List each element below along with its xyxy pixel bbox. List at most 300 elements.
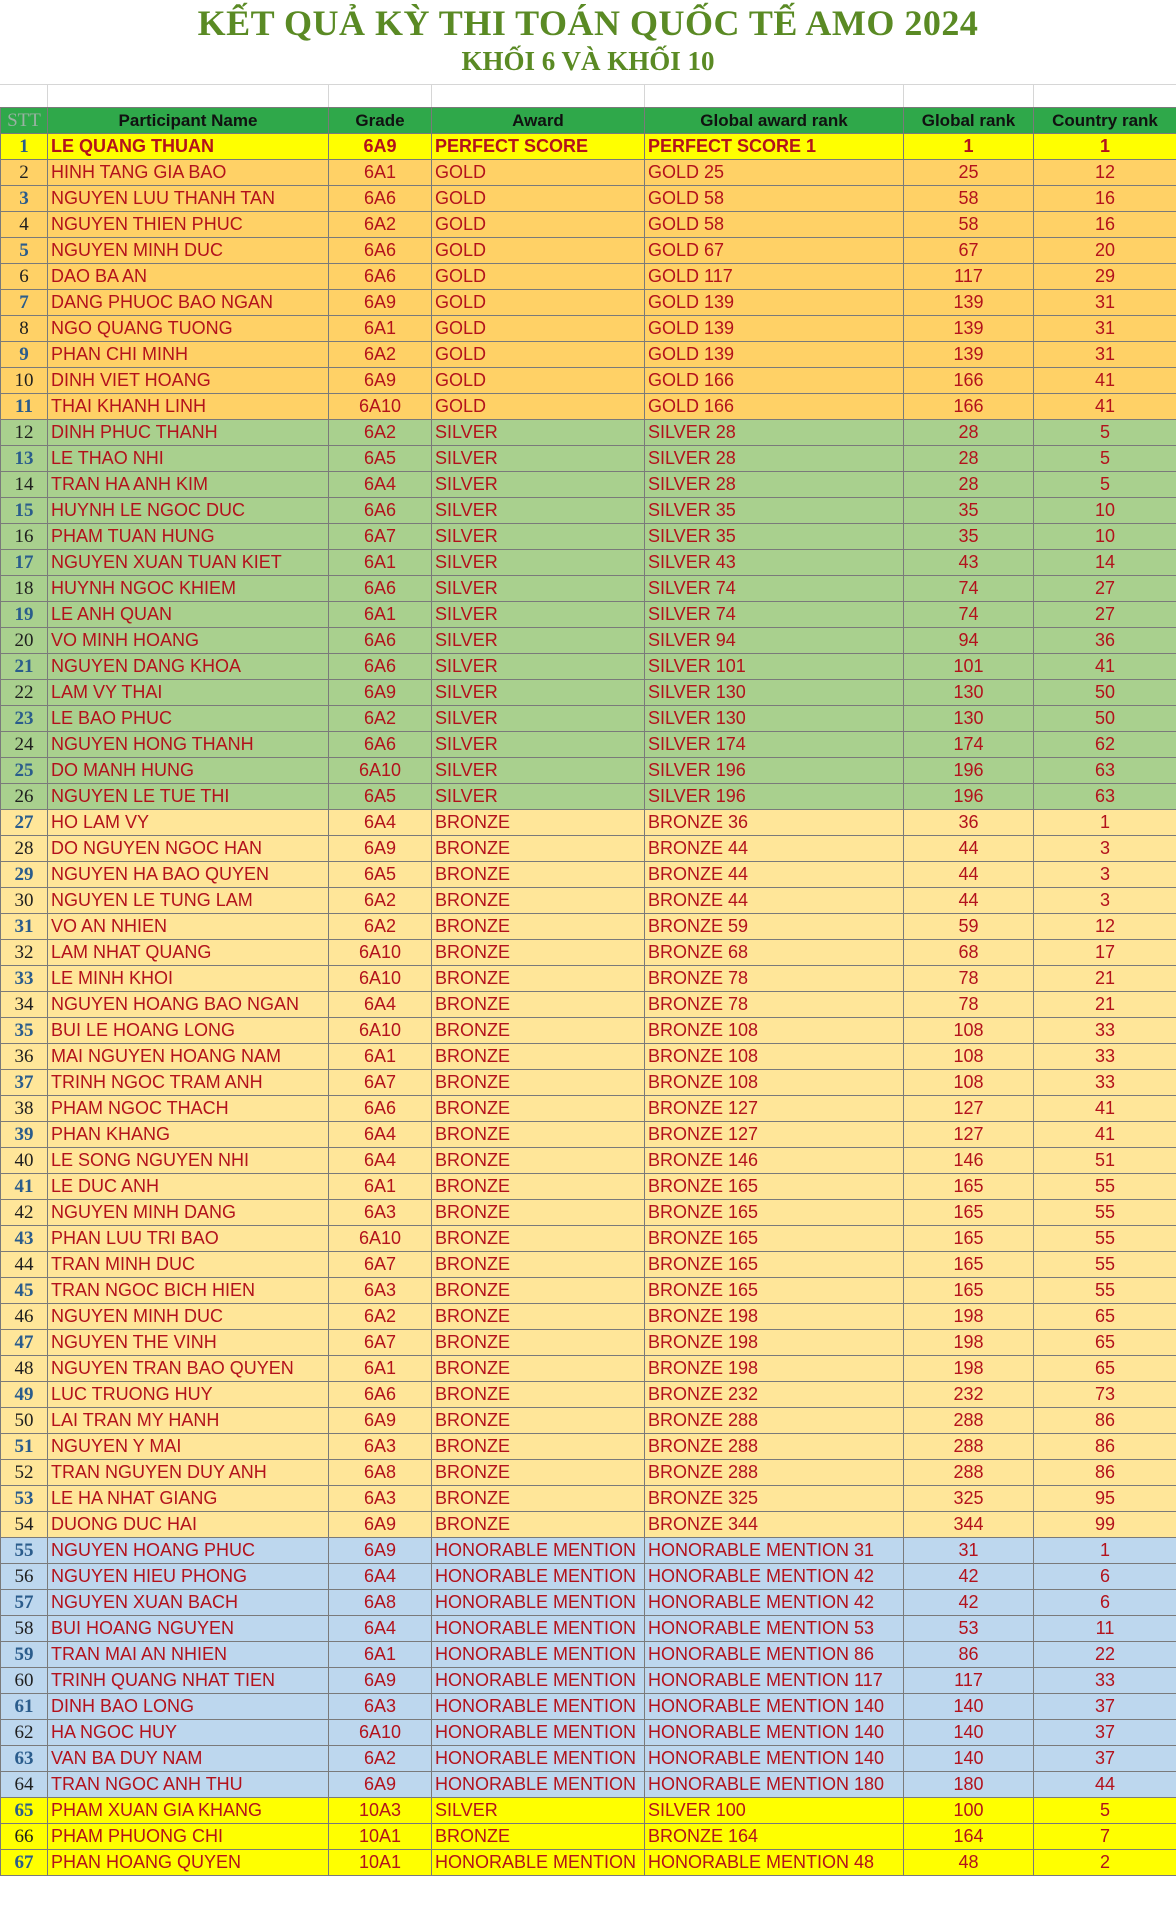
country-rank-cell: 65 bbox=[1034, 1304, 1176, 1330]
country-rank-cell: 73 bbox=[1034, 1382, 1176, 1408]
award-cell: GOLD bbox=[432, 290, 645, 316]
stt-cell: 8 bbox=[1, 316, 48, 342]
global-award-rank-cell: BRONZE 288 bbox=[645, 1434, 904, 1460]
global-rank-cell: 42 bbox=[904, 1590, 1034, 1616]
participant-name-cell: PHAM PHUONG CHI bbox=[48, 1824, 329, 1850]
award-cell: BRONZE bbox=[432, 1200, 645, 1226]
country-rank-cell: 16 bbox=[1034, 212, 1176, 238]
grade-cell: 6A4 bbox=[329, 992, 432, 1018]
award-cell: BRONZE bbox=[432, 1330, 645, 1356]
participant-name-cell: LE BAO PHUC bbox=[48, 706, 329, 732]
country-rank-cell: 62 bbox=[1034, 732, 1176, 758]
global-rank-cell: 140 bbox=[904, 1720, 1034, 1746]
global-rank-cell: 198 bbox=[904, 1304, 1034, 1330]
global-award-rank-cell: BRONZE 165 bbox=[645, 1226, 904, 1252]
table-row bbox=[1, 550, 1176, 576]
global-rank-cell: 288 bbox=[904, 1460, 1034, 1486]
participant-name-cell: PHAM TUAN HUNG bbox=[48, 524, 329, 550]
global-award-rank-cell: HONORABLE MENTION 53 bbox=[645, 1616, 904, 1642]
global-rank-cell: 166 bbox=[904, 394, 1034, 420]
table-row bbox=[1, 472, 1176, 498]
grade-cell: 6A3 bbox=[329, 1434, 432, 1460]
award-cell: GOLD bbox=[432, 368, 645, 394]
grade-cell: 6A1 bbox=[329, 1174, 432, 1200]
participant-name-cell: LE DUC ANH bbox=[48, 1174, 329, 1200]
global-rank-cell: 59 bbox=[904, 914, 1034, 940]
country-rank-cell: 5 bbox=[1034, 1798, 1176, 1824]
table-row bbox=[1, 1356, 1176, 1382]
country-rank-cell: 3 bbox=[1034, 888, 1176, 914]
stt-cell: 12 bbox=[1, 420, 48, 446]
global-rank-cell: 42 bbox=[904, 1564, 1034, 1590]
award-cell: SILVER bbox=[432, 732, 645, 758]
global-award-rank-cell: BRONZE 198 bbox=[645, 1330, 904, 1356]
award-cell: BRONZE bbox=[432, 914, 645, 940]
table-row bbox=[1, 160, 1176, 186]
grade-cell: 6A3 bbox=[329, 1200, 432, 1226]
country-rank-cell: 6 bbox=[1034, 1564, 1176, 1590]
stt-cell: 20 bbox=[1, 628, 48, 654]
table-row bbox=[1, 1798, 1176, 1824]
table-row bbox=[1, 238, 1176, 264]
global-rank-cell: 58 bbox=[904, 186, 1034, 212]
table-row bbox=[1, 992, 1176, 1018]
country-rank-cell: 33 bbox=[1034, 1044, 1176, 1070]
stt-cell: 27 bbox=[1, 810, 48, 836]
stt-cell: 35 bbox=[1, 1018, 48, 1044]
stt-cell: 29 bbox=[1, 862, 48, 888]
global-rank-cell: 35 bbox=[904, 524, 1034, 550]
table-row bbox=[1, 758, 1176, 784]
award-cell: HONORABLE MENTION bbox=[432, 1668, 645, 1694]
global-rank-cell: 165 bbox=[904, 1278, 1034, 1304]
global-award-rank-cell: SILVER 94 bbox=[645, 628, 904, 654]
award-cell: GOLD bbox=[432, 342, 645, 368]
grade-cell: 6A7 bbox=[329, 1330, 432, 1356]
global-award-rank-cell: HONORABLE MENTION 86 bbox=[645, 1642, 904, 1668]
country-rank-cell: 12 bbox=[1034, 160, 1176, 186]
global-rank-cell: 78 bbox=[904, 966, 1034, 992]
country-rank-cell: 10 bbox=[1034, 524, 1176, 550]
global-award-rank-cell: SILVER 35 bbox=[645, 498, 904, 524]
stt-cell: 48 bbox=[1, 1356, 48, 1382]
global-rank-cell: 165 bbox=[904, 1174, 1034, 1200]
award-cell: GOLD bbox=[432, 394, 645, 420]
award-cell: SILVER bbox=[432, 680, 645, 706]
stt-cell: 33 bbox=[1, 966, 48, 992]
global-rank-cell: 86 bbox=[904, 1642, 1034, 1668]
country-rank-cell: 55 bbox=[1034, 1278, 1176, 1304]
page-title: KẾT QUẢ KỲ THI TOÁN QUỐC TẾ AMO 2024 bbox=[197, 3, 979, 43]
global-rank-cell: 127 bbox=[904, 1096, 1034, 1122]
grade-cell: 6A10 bbox=[329, 1226, 432, 1252]
stt-cell: 4 bbox=[1, 212, 48, 238]
table-row bbox=[1, 888, 1176, 914]
global-rank-cell: 180 bbox=[904, 1772, 1034, 1798]
page-subtitle: KHỐI 6 VÀ KHỐI 10 bbox=[461, 46, 715, 76]
participant-name-cell: DINH VIET HOANG bbox=[48, 368, 329, 394]
country-rank-cell: 99 bbox=[1034, 1512, 1176, 1538]
country-rank-cell: 5 bbox=[1034, 472, 1176, 498]
grade-cell: 6A3 bbox=[329, 1486, 432, 1512]
global-award-rank-cell: BRONZE 198 bbox=[645, 1304, 904, 1330]
participant-name-cell: VO MINH HOANG bbox=[48, 628, 329, 654]
grade-cell: 6A6 bbox=[329, 186, 432, 212]
global-award-rank-cell: SILVER 43 bbox=[645, 550, 904, 576]
country-rank-cell: 55 bbox=[1034, 1200, 1176, 1226]
global-award-rank-cell: BRONZE 36 bbox=[645, 810, 904, 836]
header-stt: STT bbox=[1, 108, 48, 134]
country-rank-cell: 55 bbox=[1034, 1226, 1176, 1252]
country-rank-cell: 65 bbox=[1034, 1356, 1176, 1382]
stt-cell: 64 bbox=[1, 1772, 48, 1798]
grade-cell: 6A9 bbox=[329, 680, 432, 706]
grade-cell: 6A8 bbox=[329, 1460, 432, 1486]
grade-cell: 6A7 bbox=[329, 524, 432, 550]
award-cell: HONORABLE MENTION bbox=[432, 1720, 645, 1746]
global-award-rank-cell: HONORABLE MENTION 140 bbox=[645, 1720, 904, 1746]
table-row bbox=[1, 966, 1176, 992]
table-row bbox=[1, 186, 1176, 212]
global-rank-cell: 28 bbox=[904, 446, 1034, 472]
header-award: Award bbox=[432, 108, 645, 134]
global-award-rank-cell: SILVER 196 bbox=[645, 758, 904, 784]
award-cell: BRONZE bbox=[432, 1824, 645, 1850]
stt-cell: 5 bbox=[1, 238, 48, 264]
table-row bbox=[1, 1148, 1176, 1174]
participant-name-cell: LAI TRAN MY HANH bbox=[48, 1408, 329, 1434]
table-row bbox=[1, 1694, 1176, 1720]
stt-cell: 14 bbox=[1, 472, 48, 498]
global-rank-cell: 36 bbox=[904, 810, 1034, 836]
global-award-rank-cell: SILVER 74 bbox=[645, 602, 904, 628]
participant-name-cell: HINH TANG GIA BAO bbox=[48, 160, 329, 186]
global-award-rank-cell: SILVER 130 bbox=[645, 680, 904, 706]
grade-cell: 6A9 bbox=[329, 1772, 432, 1798]
global-award-rank-cell: BRONZE 288 bbox=[645, 1460, 904, 1486]
stt-cell: 45 bbox=[1, 1278, 48, 1304]
global-rank-cell: 232 bbox=[904, 1382, 1034, 1408]
grade-cell: 6A6 bbox=[329, 1382, 432, 1408]
table-row bbox=[1, 264, 1176, 290]
award-cell: BRONZE bbox=[432, 1044, 645, 1070]
global-rank-cell: 117 bbox=[904, 1668, 1034, 1694]
grade-cell: 6A1 bbox=[329, 160, 432, 186]
results-table bbox=[0, 107, 1176, 1876]
stt-cell: 30 bbox=[1, 888, 48, 914]
stt-cell: 56 bbox=[1, 1564, 48, 1590]
country-rank-cell: 27 bbox=[1034, 602, 1176, 628]
table-row bbox=[1, 1668, 1176, 1694]
global-award-rank-cell: HONORABLE MENTION 42 bbox=[645, 1590, 904, 1616]
stt-cell: 26 bbox=[1, 784, 48, 810]
table-row bbox=[1, 290, 1176, 316]
global-award-rank-cell: GOLD 139 bbox=[645, 290, 904, 316]
participant-name-cell: BUI LE HOANG LONG bbox=[48, 1018, 329, 1044]
grade-cell: 6A6 bbox=[329, 238, 432, 264]
table-row bbox=[1, 732, 1176, 758]
participant-name-cell: LAM VY THAI bbox=[48, 680, 329, 706]
global-award-rank-cell: BRONZE 44 bbox=[645, 888, 904, 914]
grade-cell: 6A7 bbox=[329, 1252, 432, 1278]
participant-name-cell: VAN BA DUY NAM bbox=[48, 1746, 329, 1772]
global-rank-cell: 25 bbox=[904, 160, 1034, 186]
award-cell: BRONZE bbox=[432, 1018, 645, 1044]
grade-cell: 6A4 bbox=[329, 810, 432, 836]
country-rank-cell: 27 bbox=[1034, 576, 1176, 602]
grade-cell: 10A1 bbox=[329, 1824, 432, 1850]
award-cell: BRONZE bbox=[432, 1070, 645, 1096]
country-rank-cell: 17 bbox=[1034, 940, 1176, 966]
global-rank-cell: 196 bbox=[904, 784, 1034, 810]
global-rank-cell: 140 bbox=[904, 1746, 1034, 1772]
award-cell: BRONZE bbox=[432, 1382, 645, 1408]
country-rank-cell: 11 bbox=[1034, 1616, 1176, 1642]
global-rank-cell: 166 bbox=[904, 368, 1034, 394]
grade-cell: 6A9 bbox=[329, 368, 432, 394]
stt-cell: 59 bbox=[1, 1642, 48, 1668]
table-row bbox=[1, 1070, 1176, 1096]
global-award-rank-cell: HONORABLE MENTION 140 bbox=[645, 1694, 904, 1720]
award-cell: HONORABLE MENTION bbox=[432, 1564, 645, 1590]
global-award-rank-cell: BRONZE 198 bbox=[645, 1356, 904, 1382]
global-rank-cell: 108 bbox=[904, 1044, 1034, 1070]
table-row bbox=[1, 1850, 1176, 1876]
global-award-rank-cell: PERFECT SCORE 1 bbox=[645, 134, 904, 160]
grade-cell: 6A2 bbox=[329, 1746, 432, 1772]
stt-cell: 55 bbox=[1, 1538, 48, 1564]
table-row bbox=[1, 1096, 1176, 1122]
global-rank-cell: 35 bbox=[904, 498, 1034, 524]
award-cell: BRONZE bbox=[432, 940, 645, 966]
award-cell: SILVER bbox=[432, 576, 645, 602]
global-award-rank-cell: BRONZE 44 bbox=[645, 862, 904, 888]
global-award-rank-cell: BRONZE 165 bbox=[645, 1174, 904, 1200]
country-rank-cell: 14 bbox=[1034, 550, 1176, 576]
participant-name-cell: NGO QUANG TUONG bbox=[48, 316, 329, 342]
participant-name-cell: PHAN HOANG QUYEN bbox=[48, 1850, 329, 1876]
global-award-rank-cell: HONORABLE MENTION 31 bbox=[645, 1538, 904, 1564]
country-rank-cell: 37 bbox=[1034, 1746, 1176, 1772]
table-row bbox=[1, 1434, 1176, 1460]
country-rank-cell: 2 bbox=[1034, 1850, 1176, 1876]
country-rank-cell: 33 bbox=[1034, 1668, 1176, 1694]
global-award-rank-cell: GOLD 58 bbox=[645, 212, 904, 238]
global-award-rank-cell: GOLD 166 bbox=[645, 368, 904, 394]
global-award-rank-cell: GOLD 139 bbox=[645, 342, 904, 368]
table-row bbox=[1, 1564, 1176, 1590]
stt-cell: 34 bbox=[1, 992, 48, 1018]
award-cell: BRONZE bbox=[432, 836, 645, 862]
country-rank-cell: 41 bbox=[1034, 654, 1176, 680]
header-global-award-rank: Global award rank bbox=[645, 108, 904, 134]
global-rank-cell: 127 bbox=[904, 1122, 1034, 1148]
global-award-rank-cell: HONORABLE MENTION 117 bbox=[645, 1668, 904, 1694]
award-cell: BRONZE bbox=[432, 1356, 645, 1382]
award-cell: GOLD bbox=[432, 186, 645, 212]
grade-cell: 6A6 bbox=[329, 732, 432, 758]
country-rank-cell: 51 bbox=[1034, 1148, 1176, 1174]
award-cell: GOLD bbox=[432, 160, 645, 186]
title-block bbox=[0, 0, 1176, 80]
global-award-rank-cell: BRONZE 68 bbox=[645, 940, 904, 966]
global-award-rank-cell: HONORABLE MENTION 48 bbox=[645, 1850, 904, 1876]
participant-name-cell: HUYNH NGOC KHIEM bbox=[48, 576, 329, 602]
global-rank-cell: 1 bbox=[904, 134, 1034, 160]
participant-name-cell: NGUYEN THIEN PHUC bbox=[48, 212, 329, 238]
global-rank-cell: 48 bbox=[904, 1850, 1034, 1876]
country-rank-cell: 21 bbox=[1034, 966, 1176, 992]
table-row bbox=[1, 1382, 1176, 1408]
global-award-rank-cell: GOLD 139 bbox=[645, 316, 904, 342]
global-award-rank-cell: BRONZE 288 bbox=[645, 1408, 904, 1434]
stt-cell: 42 bbox=[1, 1200, 48, 1226]
country-rank-cell: 86 bbox=[1034, 1460, 1176, 1486]
grade-cell: 6A2 bbox=[329, 420, 432, 446]
country-rank-cell: 1 bbox=[1034, 134, 1176, 160]
award-cell: SILVER bbox=[432, 758, 645, 784]
participant-name-cell: NGUYEN LUU THANH TAN bbox=[48, 186, 329, 212]
global-award-rank-cell: BRONZE 78 bbox=[645, 966, 904, 992]
participant-name-cell: NGUYEN HOANG PHUC bbox=[48, 1538, 329, 1564]
participant-name-cell: TRINH QUANG NHAT TIEN bbox=[48, 1668, 329, 1694]
participant-name-cell: THAI KHANH LINH bbox=[48, 394, 329, 420]
participant-name-cell: MAI NGUYEN HOANG NAM bbox=[48, 1044, 329, 1070]
global-rank-cell: 101 bbox=[904, 654, 1034, 680]
table-row bbox=[1, 1460, 1176, 1486]
award-cell: HONORABLE MENTION bbox=[432, 1538, 645, 1564]
global-award-rank-cell: BRONZE 127 bbox=[645, 1096, 904, 1122]
participant-name-cell: NGUYEN LE TUE THI bbox=[48, 784, 329, 810]
header-participant-name: Participant Name bbox=[48, 108, 329, 134]
global-award-rank-cell: GOLD 117 bbox=[645, 264, 904, 290]
table-row bbox=[1, 316, 1176, 342]
global-rank-cell: 196 bbox=[904, 758, 1034, 784]
participant-name-cell: LE THAO NHI bbox=[48, 446, 329, 472]
global-award-rank-cell: HONORABLE MENTION 180 bbox=[645, 1772, 904, 1798]
global-award-rank-cell: GOLD 67 bbox=[645, 238, 904, 264]
grade-cell: 6A1 bbox=[329, 316, 432, 342]
table-row bbox=[1, 1174, 1176, 1200]
table-row bbox=[1, 654, 1176, 680]
global-rank-cell: 43 bbox=[904, 550, 1034, 576]
award-cell: SILVER bbox=[432, 706, 645, 732]
award-cell: SILVER bbox=[432, 524, 645, 550]
country-rank-cell: 31 bbox=[1034, 290, 1176, 316]
table-row bbox=[1, 1408, 1176, 1434]
award-cell: BRONZE bbox=[432, 1304, 645, 1330]
country-rank-cell: 95 bbox=[1034, 1486, 1176, 1512]
participant-name-cell: TRAN HA ANH KIM bbox=[48, 472, 329, 498]
global-award-rank-cell: BRONZE 165 bbox=[645, 1252, 904, 1278]
global-rank-cell: 288 bbox=[904, 1434, 1034, 1460]
global-rank-cell: 28 bbox=[904, 420, 1034, 446]
grade-cell: 6A9 bbox=[329, 134, 432, 160]
award-cell: BRONZE bbox=[432, 1096, 645, 1122]
table-row bbox=[1, 576, 1176, 602]
participant-name-cell: NGUYEN DANG KHOA bbox=[48, 654, 329, 680]
global-award-rank-cell: SILVER 28 bbox=[645, 420, 904, 446]
stt-cell: 6 bbox=[1, 264, 48, 290]
global-award-rank-cell: BRONZE 165 bbox=[645, 1200, 904, 1226]
country-rank-cell: 29 bbox=[1034, 264, 1176, 290]
award-cell: SILVER bbox=[432, 446, 645, 472]
global-rank-cell: 344 bbox=[904, 1512, 1034, 1538]
grade-cell: 6A9 bbox=[329, 290, 432, 316]
grade-cell: 6A6 bbox=[329, 654, 432, 680]
global-award-rank-cell: HONORABLE MENTION 42 bbox=[645, 1564, 904, 1590]
global-award-rank-cell: BRONZE 325 bbox=[645, 1486, 904, 1512]
award-cell: HONORABLE MENTION bbox=[432, 1850, 645, 1876]
grade-cell: 6A8 bbox=[329, 1590, 432, 1616]
global-award-rank-cell: SILVER 100 bbox=[645, 1798, 904, 1824]
grade-cell: 6A7 bbox=[329, 1070, 432, 1096]
global-award-rank-cell: HONORABLE MENTION 140 bbox=[645, 1746, 904, 1772]
country-rank-cell: 55 bbox=[1034, 1174, 1176, 1200]
grade-cell: 6A6 bbox=[329, 628, 432, 654]
participant-name-cell: LUC TRUONG HUY bbox=[48, 1382, 329, 1408]
country-rank-cell: 21 bbox=[1034, 992, 1176, 1018]
country-rank-cell: 12 bbox=[1034, 914, 1176, 940]
grade-cell: 6A10 bbox=[329, 758, 432, 784]
table-row bbox=[1, 1616, 1176, 1642]
participant-name-cell: LE QUANG THUAN bbox=[48, 134, 329, 160]
table-row bbox=[1, 680, 1176, 706]
participant-name-cell: DO MANH HUNG bbox=[48, 758, 329, 784]
country-rank-cell: 41 bbox=[1034, 394, 1176, 420]
award-cell: BRONZE bbox=[432, 1174, 645, 1200]
grade-cell: 6A9 bbox=[329, 1538, 432, 1564]
grade-cell: 6A4 bbox=[329, 1122, 432, 1148]
participant-name-cell: PHAN KHANG bbox=[48, 1122, 329, 1148]
award-cell: SILVER bbox=[432, 784, 645, 810]
table-row bbox=[1, 1720, 1176, 1746]
award-cell: BRONZE bbox=[432, 1460, 645, 1486]
country-rank-cell: 5 bbox=[1034, 420, 1176, 446]
table-row bbox=[1, 1772, 1176, 1798]
stt-cell: 50 bbox=[1, 1408, 48, 1434]
stt-cell: 37 bbox=[1, 1070, 48, 1096]
global-award-rank-cell: BRONZE 127 bbox=[645, 1122, 904, 1148]
award-cell: BRONZE bbox=[432, 1252, 645, 1278]
participant-name-cell: NGUYEN THE VINH bbox=[48, 1330, 329, 1356]
table-row bbox=[1, 446, 1176, 472]
participant-name-cell: LE HA NHAT GIANG bbox=[48, 1486, 329, 1512]
grade-cell: 6A4 bbox=[329, 1564, 432, 1590]
stt-cell: 23 bbox=[1, 706, 48, 732]
country-rank-cell: 86 bbox=[1034, 1408, 1176, 1434]
global-rank-cell: 164 bbox=[904, 1824, 1034, 1850]
participant-name-cell: NGUYEN HA BAO QUYEN bbox=[48, 862, 329, 888]
award-cell: HONORABLE MENTION bbox=[432, 1746, 645, 1772]
stt-cell: 38 bbox=[1, 1096, 48, 1122]
grade-cell: 6A5 bbox=[329, 862, 432, 888]
participant-name-cell: VO AN NHIEN bbox=[48, 914, 329, 940]
global-rank-cell: 140 bbox=[904, 1694, 1034, 1720]
country-rank-cell: 10 bbox=[1034, 498, 1176, 524]
table-row bbox=[1, 1538, 1176, 1564]
stt-cell: 24 bbox=[1, 732, 48, 758]
award-cell: SILVER bbox=[432, 472, 645, 498]
country-rank-cell: 41 bbox=[1034, 368, 1176, 394]
country-rank-cell: 1 bbox=[1034, 1538, 1176, 1564]
global-rank-cell: 139 bbox=[904, 342, 1034, 368]
grade-cell: 6A2 bbox=[329, 342, 432, 368]
global-rank-cell: 139 bbox=[904, 290, 1034, 316]
stt-cell: 21 bbox=[1, 654, 48, 680]
country-rank-cell: 65 bbox=[1034, 1330, 1176, 1356]
award-cell: BRONZE bbox=[432, 888, 645, 914]
